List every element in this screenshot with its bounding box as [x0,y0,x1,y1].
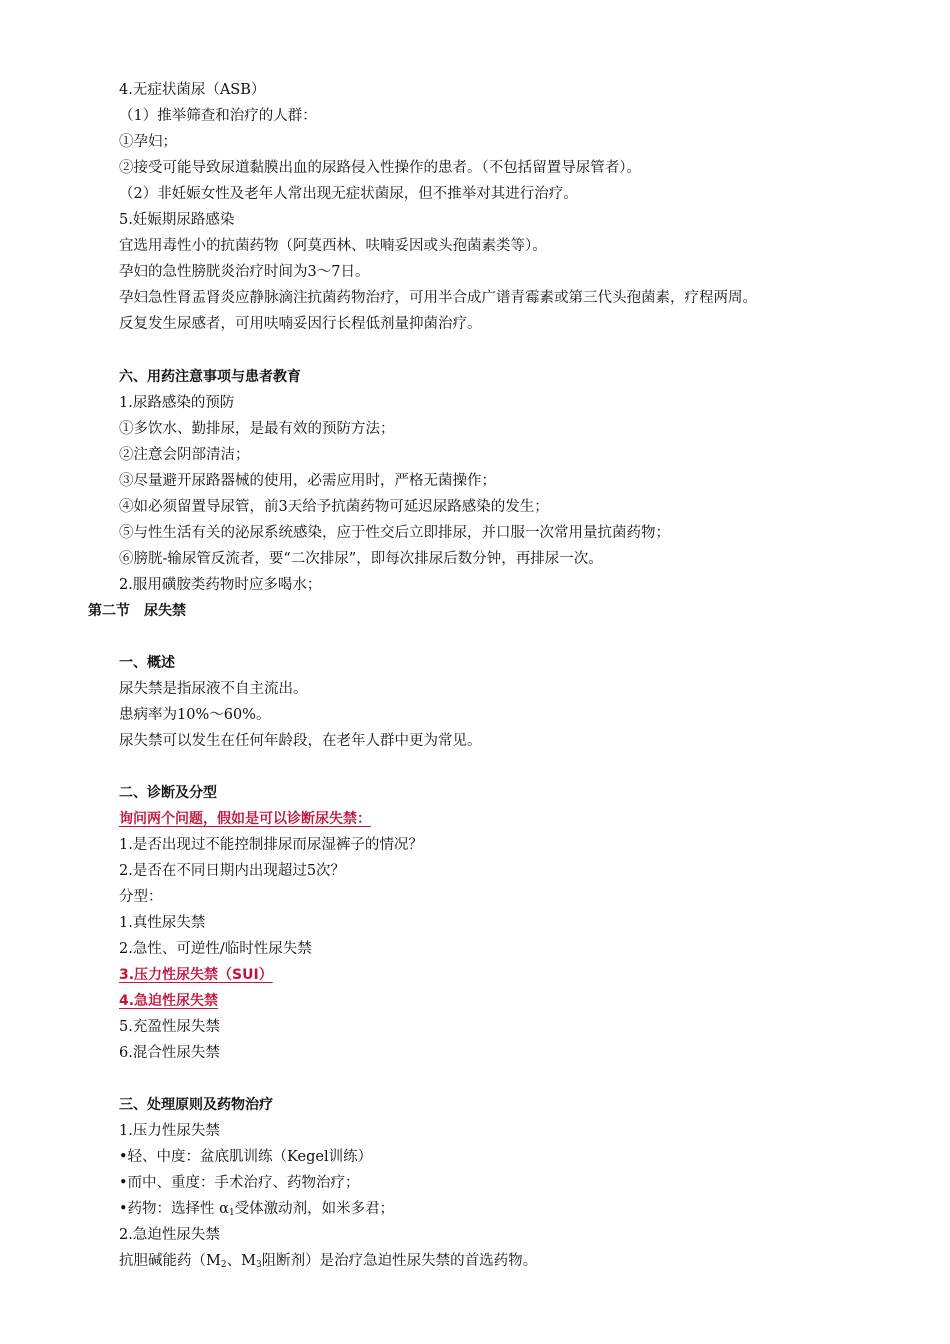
highlighted-text: 4.急迫性尿失禁 [119,993,219,1009]
text-line: 4.无症状菌尿（ASB） [119,82,266,98]
subscript: 1 [228,1208,235,1218]
text-line: 尿失禁是指尿液不自主流出。 [119,681,308,697]
text-line: ⑤与性生活有关的泌尿系统感染，应于性交后立即排尿，并口服一次常用量抗菌药物； [119,525,670,541]
text-line: ③尽量避开尿路器械的使用，必需应用时，严格无菌操作； [119,473,496,489]
subscript: 3 [255,1260,262,1270]
text-line [119,1251,537,1275]
text-line: ②注意会阴部清洁； [119,447,250,463]
text-line: •而中、重度：手术治疗、药物治疗； [119,1175,360,1191]
text-line: 尿失禁可以发生在任何年龄段，在老年人群中更为常见。 [119,733,482,749]
text-line: 分型： [119,889,163,905]
text-line: 5.妊娠期尿路感染 [119,212,235,228]
text-line: ⑥膀胱-输尿管反流者，要“二次排尿”，即每次排尿后数分钟，再排尿一次。 [119,551,603,567]
text-line: ②接受可能导致尿道黏膜出血的尿路侵入性操作的患者。（不包括留置导尿管者）。 [119,160,641,176]
highlighted-text: 询问两个问题，假如是可以诊断尿失禁： [119,811,371,827]
text-line: 2.服用磺胺类药物时应多喝水； [119,577,322,593]
subscript: 2 [220,1260,227,1270]
text-line: 2.是否在不同日期内出现超过5次？ [119,863,346,879]
text-fragment: 受体激动剂，如米多君； [234,1201,395,1217]
section-heading: 一、概述 [119,655,175,671]
section-heading: 三、处理原则及药物治疗 [119,1097,273,1113]
text-line: ①孕妇； [119,134,177,150]
text-line [119,1199,394,1223]
text-line: 2.急迫性尿失禁 [119,1227,220,1243]
text-line: 反复发生尿感者，可用呋喃妥因行长程低剂量抑菌治疗。 [119,316,482,332]
text-line: ①多饮水、勤排尿，是最有效的预防方法； [119,421,395,437]
highlighted-text: 3.压力性尿失禁（SUI） [119,967,273,983]
text-line: 孕妇的急性膀胱炎治疗时间为3～7日。 [119,264,370,280]
text-line: 1.是否出现过不能控制排尿而尿湿裤子的情况？ [119,837,423,853]
text-line: 宜选用毒性小的抗菌药物（阿莫西林、呋喃妥因或头孢菌素类等）。 [119,238,547,254]
text-fragment: 、M [226,1253,256,1269]
text-line: •轻、中度：盆底肌训练（Kegel训练） [119,1149,373,1165]
text-line: 6.混合性尿失禁 [119,1045,220,1061]
text-line: ④如必须留置导尿管，前3天给予抗菌药物可延迟尿路感染的发生； [119,499,549,515]
text-line: 1.尿路感染的预防 [119,395,235,411]
text-line: （1）推举筛查和治疗的人群： [119,108,317,124]
section-heading: 二、诊断及分型 [119,785,217,801]
chapter-section-title: 第二节 尿失禁 [88,603,186,619]
text-line: 孕妇急性肾盂肾炎应静脉滴注抗菌药物治疗，可用半合成广谱青霉素或第三代头孢菌素，疗程两周。 [119,290,757,306]
text-line: 患病率为10%～60%。 [119,707,271,723]
text-fragment: 抗胆碱能药（M [119,1253,221,1269]
text-line: 5.充盈性尿失禁 [119,1019,220,1035]
section-heading: 六、用药注意事项与患者教育 [119,369,301,385]
text-line: （2）非妊娠女性及老年人常出现无症状菌尿，但不推举对其进行治疗。 [119,186,578,202]
text-fragment: •药物：选择性 α [119,1201,229,1217]
text-line: 1.压力性尿失禁 [119,1123,220,1139]
text-fragment: 阻断剂）是治疗急迫性尿失禁的首选药物。 [261,1253,538,1269]
text-line: 1.真性尿失禁 [119,915,206,931]
text-line: 2.急性、可逆性/临时性尿失禁 [119,941,312,957]
